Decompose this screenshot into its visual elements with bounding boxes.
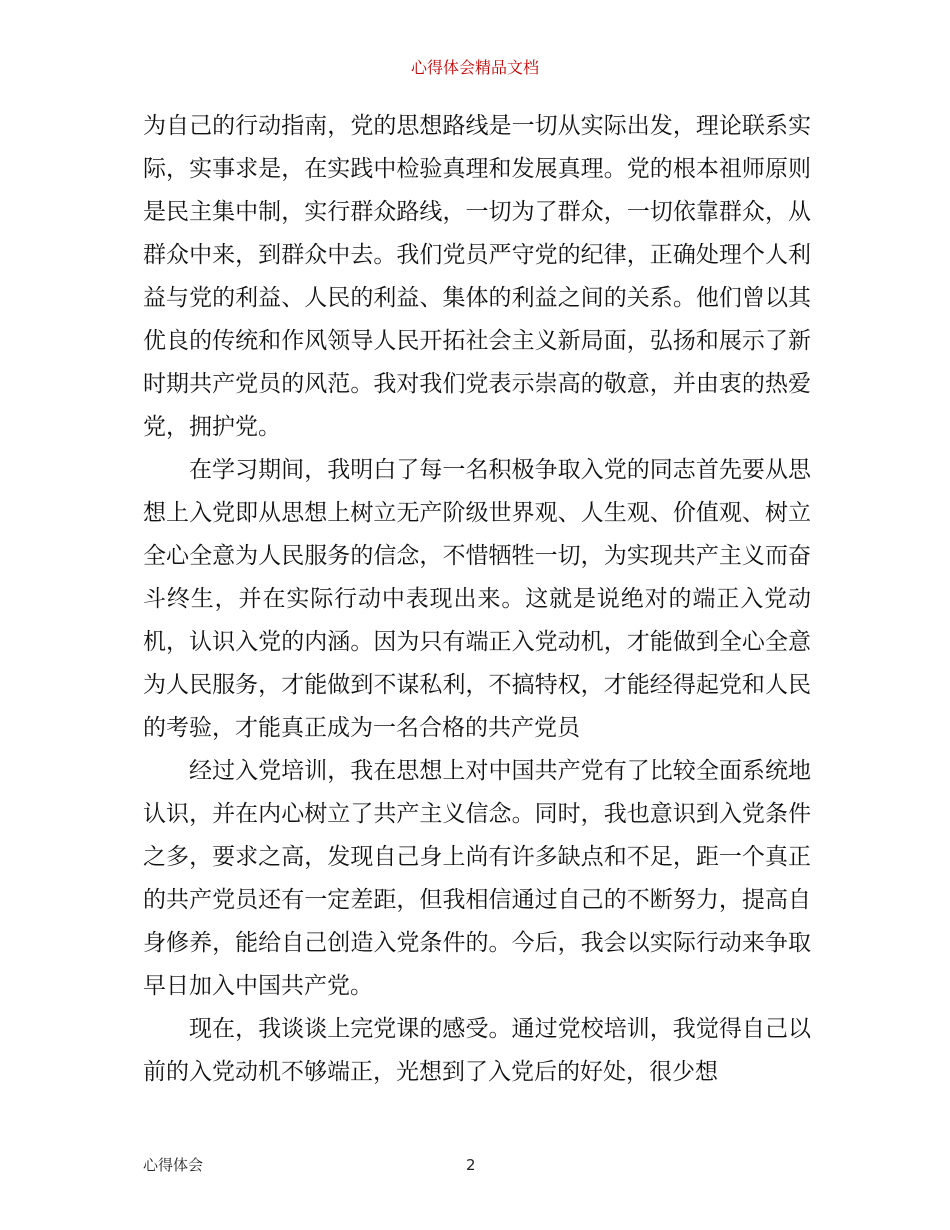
paragraph-3: 经过入党培训，我在思想上对中国共产党有了比较全面系统地认识，并在内心树立了共产主义信念。同时，我也意识到入党条件之多，要求之高，发现自己身上尚有许多缺点和不足，距一个真正的共产党员还有一定差距，但我相信通过自己的不断努力，提高自身修养，能给自己创造入党条件的。今后，我会以实际行动来争取早日加入中国共产党。	[143, 758, 811, 999]
paragraph-2: 在学习期间，我明白了每一名积极争取入党的同志首先要从思想上入党即从思想上树立无产阶级世界观、人生观、价值观、树立全心全意为人民服务的信念，不惜牺牲一切，为实现共产主义而奋斗终生，并在实际行动中表现出来。这就是说绝对的端正入党动机，认识入党的内涵。因为只有端正入党动机，才能做到全心全意为人民服务，才能做到不谋私利，不搞特权，才能经得起党和人民的考验，才能真正成为一名合格的共产党员	[143, 457, 811, 741]
paragraph-4: 现在，我谈谈上完党课的感受。通过党校培训，我觉得自己以前的入党动机不够端正，光想到了入党后的好处，很少想	[143, 1016, 811, 1085]
document-body	[143, 105, 811, 1094]
footer-label: 心得体会	[143, 1156, 204, 1174]
paragraph-1: 为自己的行动指南，党的思想路线是一切从实际出发，理论联系实际，实事求是，在实践中检验真理和发展真理。党的根本祖师原则是民主集中制，实行群众路线，一切为了群众，一切依靠群众，从群众中来，到群众中去。我们党员严守党的纪律，正确处理个人利益与党的利益、人民的利益、集体的利益之间的关系。他们曾以其优良的传统和作风领导人民开拓社会主义新局面，弘扬和展示了新时期共产党员的风范。我对我们党表示崇高的敬意，并由衷的热爱党，拥护党。	[143, 113, 811, 440]
page-footer	[0, 1153, 950, 1177]
page-number: 2	[466, 1156, 476, 1174]
page-header-title: 心得体会精品文档	[410, 58, 539, 77]
